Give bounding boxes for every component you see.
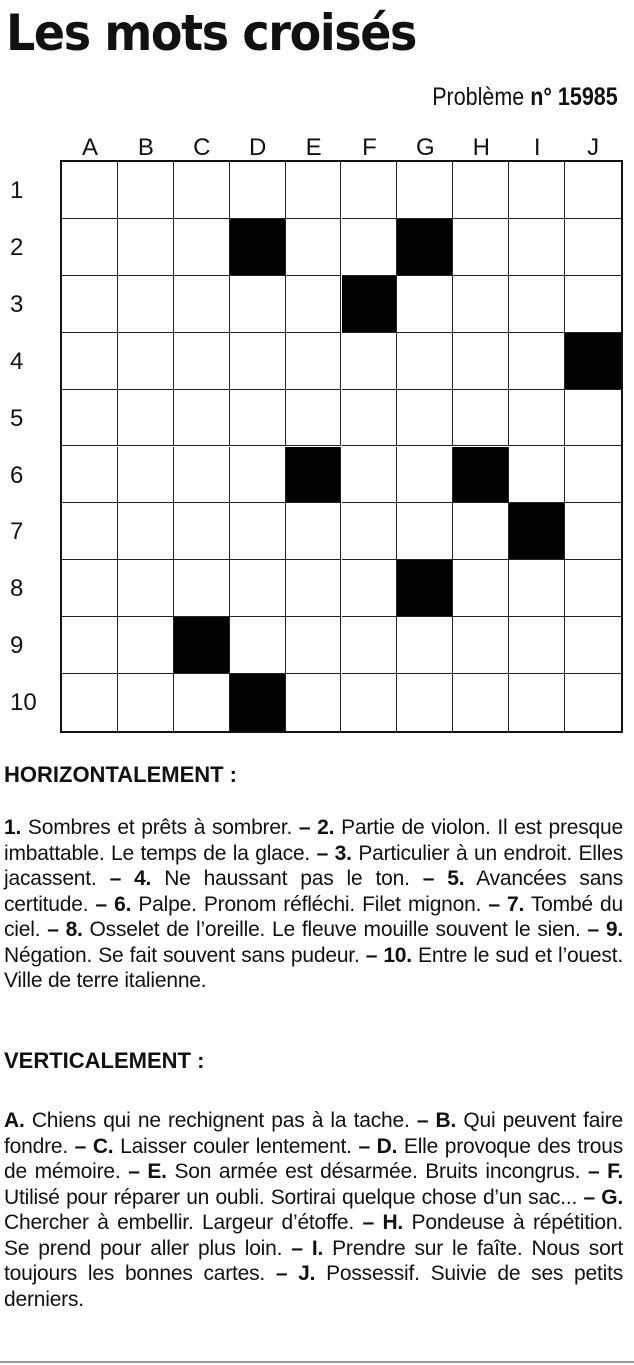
clue-separator: –	[47, 918, 66, 941]
grid-cell-h2[interactable]	[453, 219, 509, 276]
vertical-clues	[4, 1108, 623, 1312]
grid-cell-b8[interactable]	[118, 560, 174, 617]
vertical-clue	[93, 1135, 352, 1158]
column-label-a: A	[81, 134, 98, 161]
grid-cell-c10[interactable]	[174, 674, 230, 731]
horizontal-clue-text: Entre le sud et l’ouest. Ville de terre italienne.	[4, 943, 623, 992]
grid-cell-g6[interactable]	[397, 447, 453, 504]
grid-cell-c2[interactable]	[174, 219, 230, 276]
grid-cell-a9[interactable]	[62, 617, 118, 674]
black-cell-f3	[342, 276, 398, 333]
horizontal-clue-text: Sombres et prêts à sombrer.	[27, 816, 293, 839]
grid-cell-e9[interactable]	[286, 617, 342, 674]
grid-cell-h5[interactable]	[453, 390, 509, 447]
vertical-clue-number: A.	[4, 1109, 25, 1132]
vertical-clue	[147, 1160, 580, 1183]
grid-cell-i9[interactable]	[509, 617, 565, 674]
grid-cell-b2[interactable]	[118, 219, 174, 276]
grid-cell-j7[interactable]	[565, 503, 621, 560]
horizontal-clue-text: Négation. Se fait souvent sans pudeur.	[4, 943, 360, 967]
column-label-c: C	[193, 134, 211, 161]
grid-cell-f7[interactable]	[342, 503, 398, 560]
black-cell-g2	[397, 219, 453, 276]
grid-cell-a4[interactable]	[62, 333, 118, 390]
black-cell-h6	[453, 447, 509, 504]
clue-separator: –	[488, 892, 507, 916]
horizontal-clue-number: 2.	[317, 816, 335, 839]
problem-number-value: n° 15985	[530, 83, 618, 111]
grid-cell-f9[interactable]	[342, 617, 398, 674]
horizontal-clue-number: 3.	[334, 841, 352, 865]
grid-cell-c8[interactable]	[174, 560, 230, 617]
grid-cell-b6[interactable]	[118, 447, 174, 504]
horizontal-clue-text: Avancées sans certitude.	[4, 867, 623, 916]
clue-separator: –	[365, 943, 384, 967]
clue-separator: –	[362, 1211, 383, 1234]
grid-cell-f2[interactable]	[342, 219, 398, 276]
grid-cell-c1[interactable]	[174, 162, 230, 219]
clue-separator: –	[587, 1160, 608, 1183]
vertical-clue-number: E.	[147, 1160, 167, 1183]
grid-cell-f8[interactable]	[342, 560, 398, 617]
grid-cell-a3[interactable]	[62, 276, 118, 333]
grid-cell-h7[interactable]	[453, 503, 509, 560]
problem-number	[433, 82, 618, 112]
grid-cell-f5[interactable]	[342, 390, 398, 447]
clue-separator: –	[275, 1262, 299, 1285]
vertical-clue-text: Laisser couler lentement.	[120, 1134, 352, 1158]
grid-cell-a2[interactable]	[62, 219, 118, 276]
horizontal-clue-number: 5.	[447, 867, 465, 890]
vertical-clue-text: Qui peuvent faire fondre.	[4, 1109, 624, 1158]
clue-separator: –	[316, 841, 335, 865]
black-cell-e6	[286, 447, 342, 504]
row-label-1: 1	[10, 177, 24, 204]
grid-cell-a8[interactable]	[62, 560, 118, 617]
grid-cell-i6[interactable]	[509, 447, 565, 504]
grid-cell-f6[interactable]	[342, 447, 398, 504]
bottom-divider	[0, 1361, 634, 1363]
column-labels	[62, 133, 622, 163]
grid-cell-a6[interactable]	[62, 447, 118, 504]
row-label-5: 5	[10, 404, 24, 432]
vertical-clue-text: Chiens qui ne rechignent pas à la tache.	[31, 1109, 410, 1132]
vertical-heading: VERTICALEMENT :	[4, 1048, 205, 1073]
grid-cell-j5[interactable]	[565, 390, 621, 447]
black-cell-d10	[230, 674, 286, 731]
grid-cell-i10[interactable]	[509, 674, 565, 731]
horizontal-clue-text: Particulier à un endroit. Elles jacassent.	[4, 841, 624, 890]
clue-separator: –	[422, 867, 448, 890]
grid-cell-i4[interactable]	[509, 333, 565, 390]
horizontal-clue-number: 7.	[507, 892, 525, 916]
grid-cell-i8[interactable]	[509, 560, 565, 617]
grid-cell-j9[interactable]	[565, 617, 621, 674]
grid-cell-c5[interactable]	[174, 390, 230, 447]
grid-cell-j10[interactable]	[565, 674, 621, 731]
black-cell-i7	[509, 503, 565, 560]
grid-cell-d8[interactable]	[230, 560, 286, 617]
grid-cell-i2[interactable]	[509, 219, 565, 276]
horizontal-clue-number: 8.	[65, 918, 83, 941]
grid-cell-d7[interactable]	[230, 503, 286, 560]
row-label-10: 10	[10, 689, 37, 717]
grid-cell-g1[interactable]	[397, 162, 453, 219]
clue-separator: –	[358, 1134, 377, 1158]
grid-cell-a1[interactable]	[62, 162, 118, 219]
grid-cell-i1[interactable]	[509, 162, 565, 219]
clue-separator: –	[298, 816, 318, 839]
grid-cell-e10[interactable]	[286, 674, 342, 731]
vertical-clue-text: Utilisé pour réparer un oubli. Sortirai quelque chose d’un sac...	[4, 1185, 578, 1209]
black-cell-g8	[397, 560, 453, 617]
vertical-clue-number: C.	[92, 1134, 114, 1158]
grid-cell-h4[interactable]	[453, 333, 509, 390]
column-label-f: F	[362, 134, 377, 161]
black-cell-c9	[174, 617, 230, 674]
column-label-e: E	[305, 134, 322, 161]
grid-cell-d9[interactable]	[230, 617, 286, 674]
grid-cell-h1[interactable]	[453, 162, 509, 219]
column-label-i: I	[533, 134, 541, 161]
grid-cell-f4[interactable]	[342, 333, 398, 390]
vertical-clue-text: Pondeuse à répétition. Se prend pour aller plus loin.	[4, 1211, 623, 1260]
grid-cell-b5[interactable]	[118, 390, 174, 447]
row-label-8: 8	[10, 575, 24, 603]
grid-cell-b1[interactable]	[118, 162, 174, 219]
grid-cell-j2[interactable]	[565, 219, 621, 276]
vertical-clue-number: H.	[382, 1211, 404, 1234]
grid-cell-h10[interactable]	[453, 674, 509, 731]
vertical-clue-number: G.	[601, 1185, 624, 1209]
row-label-4: 4	[10, 347, 24, 375]
grid-cell-g9[interactable]	[397, 617, 453, 674]
grid-cell-h3[interactable]	[453, 276, 509, 333]
row-label-6: 6	[10, 461, 24, 489]
vertical-clue	[4, 1109, 410, 1132]
column-label-b: B	[137, 134, 154, 161]
grid-cell-g7[interactable]	[397, 503, 453, 560]
grid-cell-f10[interactable]	[342, 674, 398, 731]
clue-separator: –	[95, 892, 115, 916]
grid-cell-e4[interactable]	[286, 333, 342, 390]
horizontal-clues	[4, 815, 623, 994]
horizontal-clue-number: 10.	[383, 943, 412, 967]
vertical-clue-text: Chercher à embellir. Largeur d’étoffe.	[4, 1211, 355, 1234]
horizontal-clue	[134, 867, 410, 890]
clue-separator: –	[74, 1134, 93, 1158]
vertical-clue-text: Son armée est désarmée. Bruits incongrus.	[174, 1160, 581, 1183]
black-cell-d2	[230, 219, 286, 276]
grid-cell-g4[interactable]	[397, 333, 453, 390]
grid-cell-j6[interactable]	[565, 447, 621, 504]
grid-cell-a7[interactable]	[62, 503, 118, 560]
column-label-d: D	[249, 134, 267, 161]
grid-cell-j8[interactable]	[565, 560, 621, 617]
grid-cell-b9[interactable]	[118, 617, 174, 674]
horizontal-clue-number: 9.	[605, 918, 624, 941]
vertical-clue-number: B.	[435, 1109, 457, 1132]
clue-separator: –	[416, 1109, 436, 1132]
grid-cell-h8[interactable]	[453, 560, 509, 617]
grid-cell-c3[interactable]	[174, 276, 230, 333]
row-label-9: 9	[10, 632, 24, 660]
horizontal-clue-number: 4.	[134, 867, 152, 890]
column-label-h: H	[472, 134, 490, 161]
grid-cell-e2[interactable]	[286, 219, 342, 276]
grid-cell-d3[interactable]	[230, 276, 286, 333]
grid-cell-d6[interactable]	[230, 447, 286, 504]
column-label-j: J	[587, 134, 600, 161]
grid-cell-d1[interactable]	[230, 162, 286, 219]
problem-label: Problème	[432, 83, 525, 111]
horizontal-clue-number: 6.	[114, 892, 132, 916]
clue-separator: –	[291, 1236, 312, 1260]
horizontal-clue-number: 1.	[4, 816, 22, 839]
grid-cell-g5[interactable]	[397, 390, 453, 447]
vertical-clue-number: J.	[298, 1262, 316, 1285]
grid-cell-c4[interactable]	[174, 333, 230, 390]
page-title: Les mots croisés	[6, 4, 417, 62]
clue-separator: –	[583, 1185, 602, 1209]
row-labels	[0, 162, 60, 732]
grid-cell-d4[interactable]	[230, 333, 286, 390]
horizontal-heading: HORIZONTALEMENT :	[4, 762, 238, 787]
grid-cell-h9[interactable]	[453, 617, 509, 674]
grid-cell-c7[interactable]	[174, 503, 230, 560]
horizontal-clue-text: Palpe. Pronom réfléchi. Filet mignon.	[138, 892, 482, 916]
grid-cell-e7[interactable]	[286, 503, 342, 560]
grid-cell-e1[interactable]	[286, 162, 342, 219]
grid-cell-i5[interactable]	[509, 390, 565, 447]
grid-cell-e3[interactable]	[286, 276, 342, 333]
column-label-g: G	[416, 134, 435, 161]
vertical-clue-text: Possessif. Suivie de ses petits derniers.	[4, 1262, 624, 1311]
vertical-clue-text: Elle provoque des trous de mémoire.	[4, 1134, 624, 1183]
grid-cell-j1[interactable]	[565, 162, 621, 219]
grid-cell-j3[interactable]	[565, 276, 621, 333]
grid-cell-e5[interactable]	[286, 390, 342, 447]
row-label-2: 2	[10, 233, 24, 261]
grid-cell-b7[interactable]	[118, 503, 174, 560]
grid-cell-f1[interactable]	[342, 162, 398, 219]
grid-cell-d5[interactable]	[230, 390, 286, 447]
black-cell-j4	[565, 333, 621, 390]
horizontal-clue	[114, 893, 481, 916]
row-label-7: 7	[10, 518, 24, 546]
vertical-clue-number: D.	[376, 1134, 398, 1158]
horizontal-clue-text: Tombé du ciel.	[4, 892, 623, 941]
clue-separator: –	[128, 1160, 148, 1183]
vertical-clue-number: F.	[607, 1160, 624, 1183]
clue-separator: –	[587, 918, 606, 941]
horizontal-clue-text: Partie de violon. Il est presque imbattable. Le temps de la glace.	[4, 816, 623, 865]
vertical-clue-number: I.	[311, 1236, 324, 1260]
grid-cell-b3[interactable]	[118, 276, 174, 333]
grid-cell-a5[interactable]	[62, 390, 118, 447]
crossword-grid	[60, 160, 623, 733]
horizontal-clue	[66, 918, 581, 941]
grid-cell-i3[interactable]	[509, 276, 565, 333]
grid-cell-c6[interactable]	[174, 447, 230, 504]
grid-cell-b10[interactable]	[118, 674, 174, 731]
grid-cell-b4[interactable]	[118, 333, 174, 390]
row-label-3: 3	[10, 290, 24, 318]
grid-cell-g3[interactable]	[397, 276, 453, 333]
grid-cell-e8[interactable]	[286, 560, 342, 617]
grid-cell-g10[interactable]	[397, 674, 453, 731]
horizontal-clue-text: Ne haussant pas le ton.	[164, 867, 410, 890]
grid-cell-a10[interactable]	[62, 674, 118, 731]
clue-separator: –	[109, 867, 135, 890]
horizontal-clue-text: Osselet de l’oreille. Le fleuve mouille souvent le sien.	[89, 918, 581, 941]
vertical-clue-text: Prendre sur le faîte. Nous sort toujours les bonnes cartes.	[4, 1236, 623, 1285]
horizontal-clue	[4, 816, 292, 839]
